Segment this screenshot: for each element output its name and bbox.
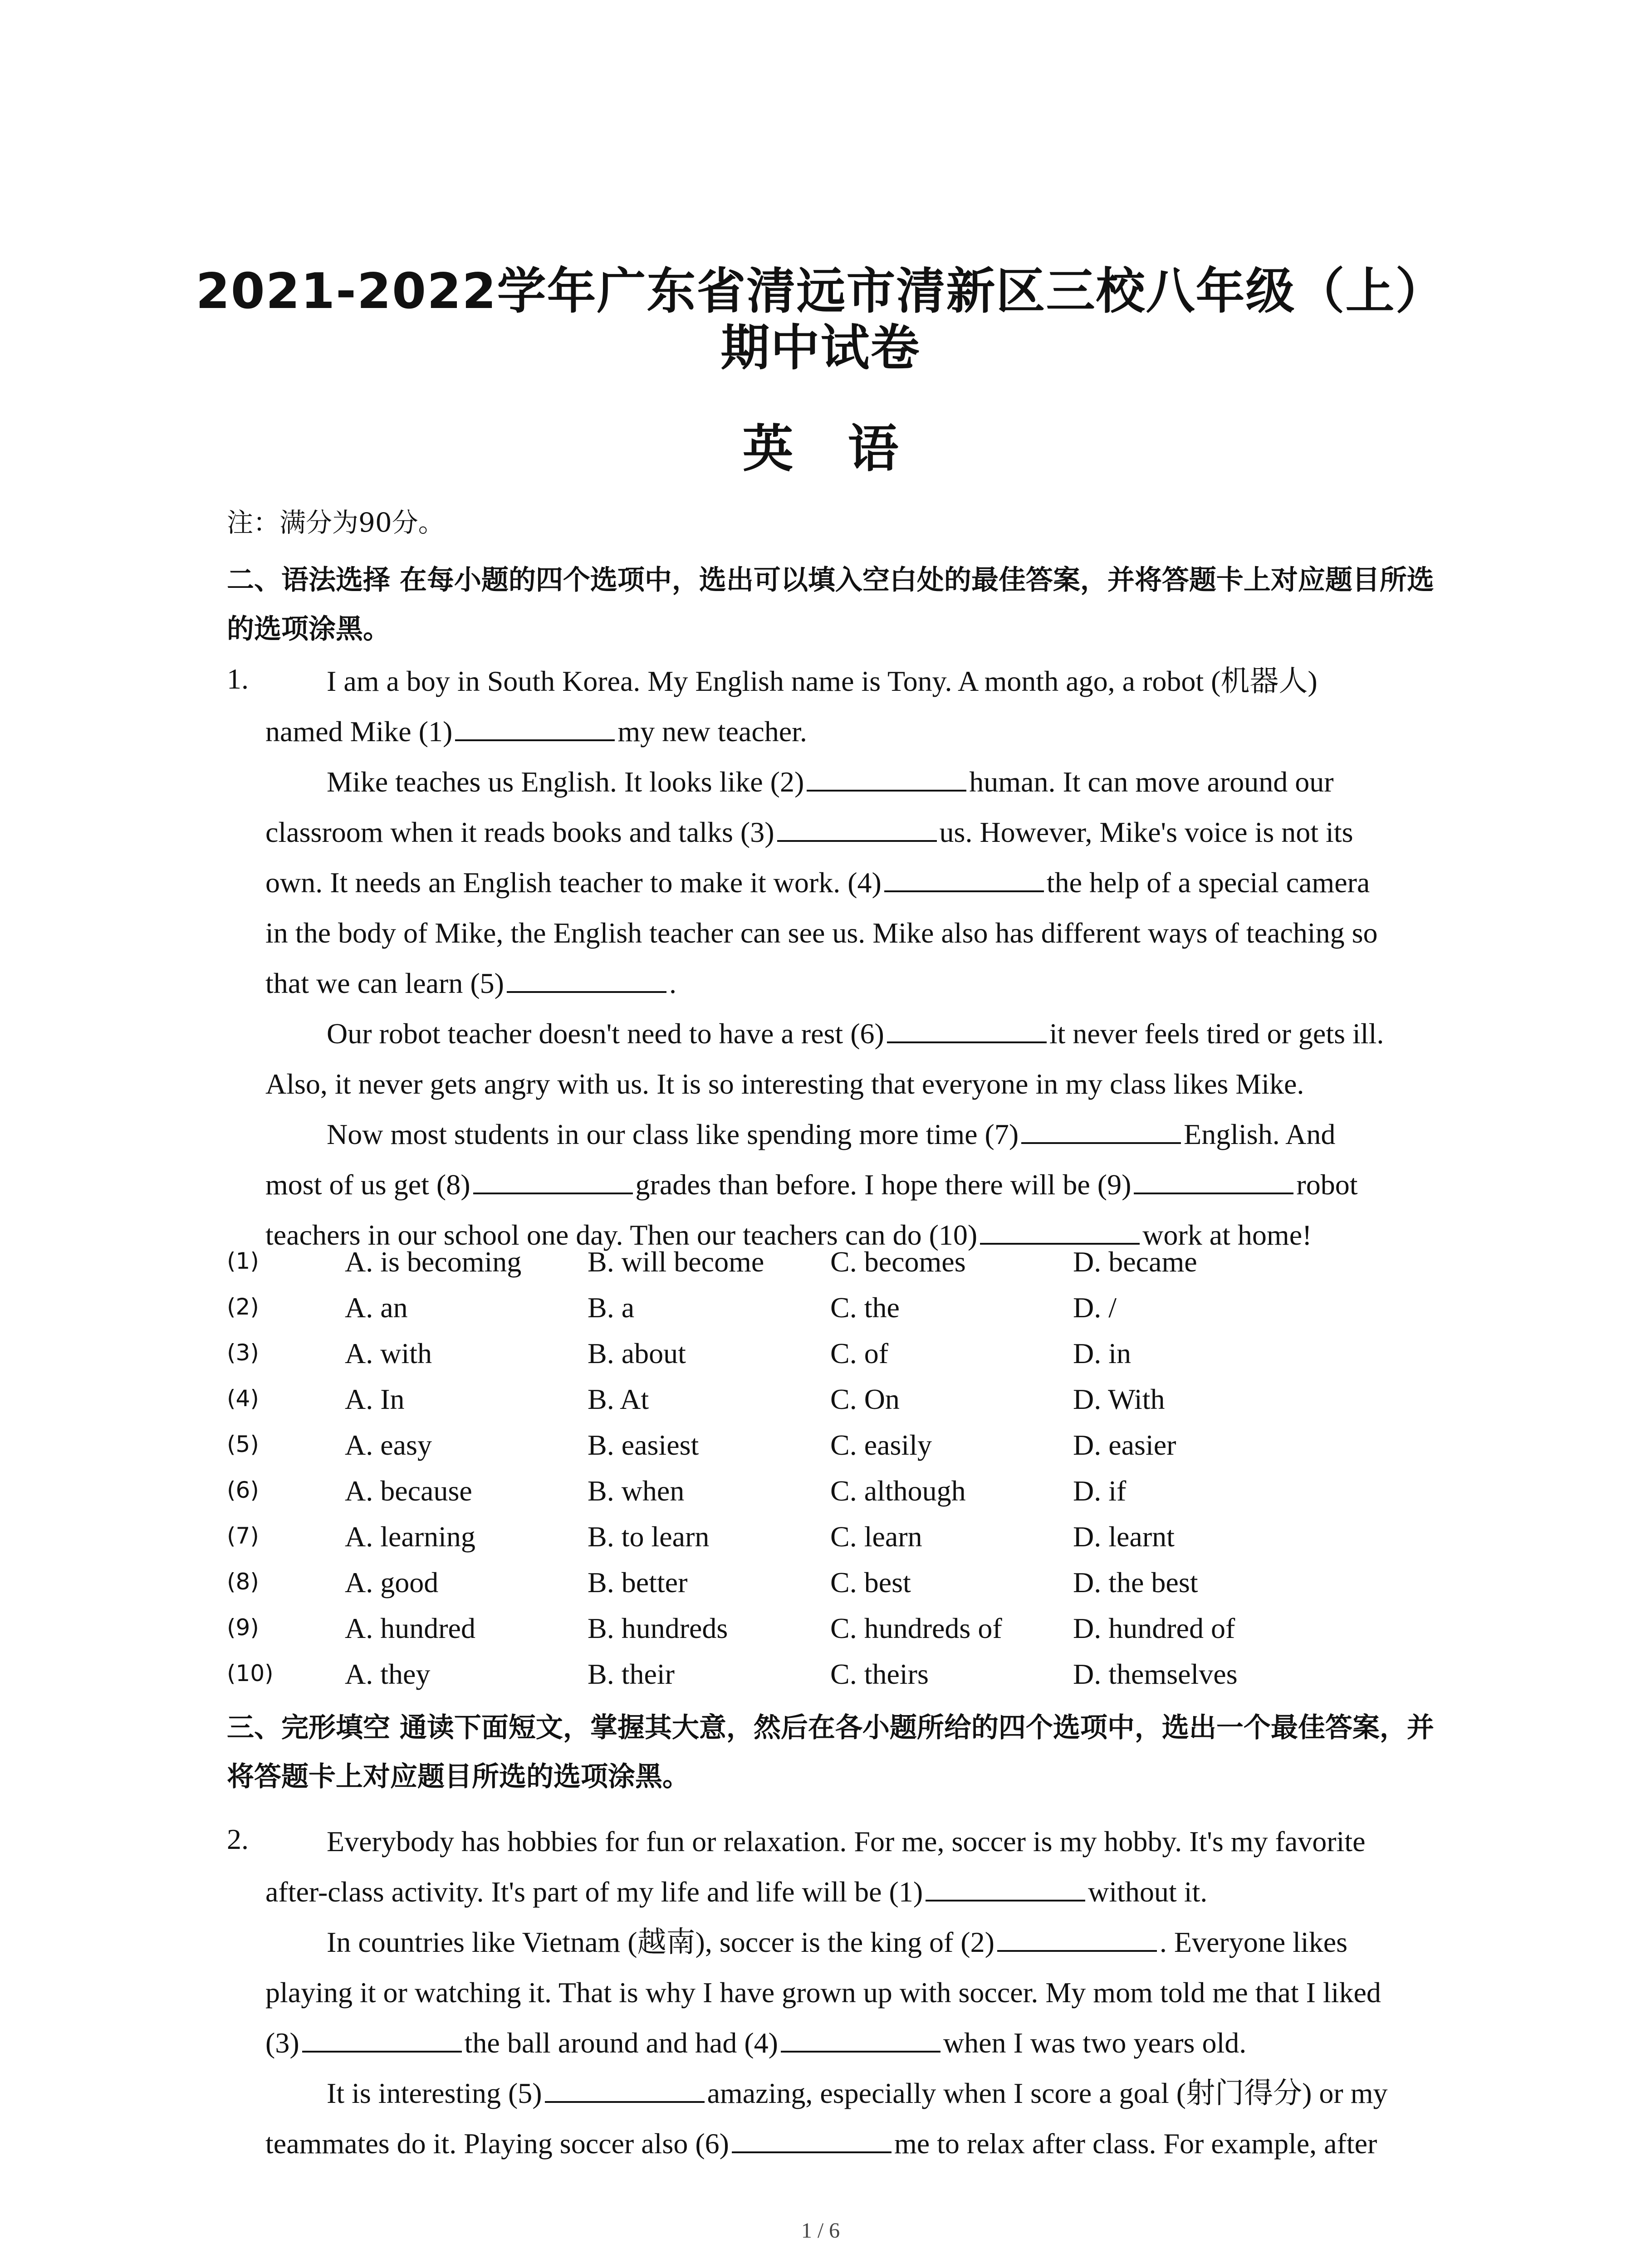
option-b[interactable]: B. At xyxy=(588,1383,649,1415)
passage-text: without it. xyxy=(1088,1876,1208,1908)
option-b[interactable]: B. about xyxy=(588,1337,686,1369)
option-b[interactable]: B. will become xyxy=(588,1246,764,1278)
exam-title-line1: 2021-2022学年广东省清远市清新区三校八年级（上） xyxy=(196,263,1445,320)
option-number: (3) xyxy=(227,1339,259,1366)
passage-line xyxy=(265,1867,1454,1917)
answer-blank-9[interactable] xyxy=(1134,1167,1293,1194)
passage-line xyxy=(265,1059,1454,1109)
option-d[interactable]: D. the best xyxy=(1073,1566,1198,1598)
passage-text: human. It can move around our xyxy=(969,766,1334,798)
option-c[interactable]: C. On xyxy=(830,1383,900,1415)
passage-text: In countries like Vietnam (越南), soccer is the king of (2) xyxy=(327,1926,994,1958)
option-c[interactable]: C. the xyxy=(830,1291,900,1324)
option-b[interactable]: B. their xyxy=(588,1658,675,1690)
passage-line xyxy=(265,1159,1454,1210)
option-c[interactable]: C. although xyxy=(830,1475,966,1507)
option-c[interactable]: C. learn xyxy=(830,1520,922,1553)
subject-title: 英语 xyxy=(742,419,953,479)
passage-text: It is interesting (5) xyxy=(327,2077,542,2109)
passage-line xyxy=(265,908,1454,958)
option-a[interactable]: A. is becoming xyxy=(345,1246,522,1278)
option-d[interactable]: D. easier xyxy=(1073,1429,1176,1461)
answer-blank-7[interactable] xyxy=(1021,1117,1181,1144)
option-d[interactable]: D. / xyxy=(1073,1291,1117,1324)
passage-text: me to relax after class. For example, after xyxy=(894,2127,1377,2160)
passage-text: English. And xyxy=(1184,1118,1336,1150)
question2-passage xyxy=(265,1816,1454,2169)
option-a[interactable]: A. because xyxy=(345,1475,472,1507)
passage-text: I am a boy in South Korea. My English name is Tony. A month ago, a robot (机器人) xyxy=(327,665,1318,697)
option-b[interactable]: B. easiest xyxy=(588,1429,699,1461)
passage-text: it never feels tired or gets ill. xyxy=(1049,1017,1384,1050)
answer-blank-8[interactable] xyxy=(473,1167,633,1194)
passage-text: Mike teaches us English. It looks like (2) xyxy=(327,766,804,798)
option-c[interactable]: C. best xyxy=(830,1566,911,1598)
answer-blank-2[interactable] xyxy=(997,1925,1157,1952)
answer-blank-6[interactable] xyxy=(732,2126,892,2153)
passage-line xyxy=(265,1967,1454,2018)
option-d[interactable]: D. became xyxy=(1073,1246,1197,1278)
option-d[interactable]: D. hundred of xyxy=(1073,1612,1235,1644)
answer-blank-4[interactable] xyxy=(781,2025,941,2053)
answer-blank-10[interactable] xyxy=(980,1217,1140,1245)
question2-number: 2. xyxy=(227,1823,249,1855)
option-number: (2) xyxy=(227,1294,259,1320)
option-number: (5) xyxy=(227,1431,259,1457)
option-b[interactable]: B. when xyxy=(588,1475,685,1507)
option-c[interactable]: C. of xyxy=(830,1337,888,1369)
passage-text: Also, it never gets angry with us. It is so interesting that everyone in my class likes Mike. xyxy=(265,1068,1304,1100)
option-a[interactable]: A. In xyxy=(345,1383,405,1415)
passage-text: (3) xyxy=(265,2027,299,2059)
passage-text: in the body of Mike, the English teacher can see us. Mike also has different ways of teaching so xyxy=(265,917,1378,949)
passage-line xyxy=(265,1816,1454,1867)
option-a[interactable]: A. hundred xyxy=(345,1612,475,1644)
option-number: (4) xyxy=(227,1385,259,1412)
passage-text: . Everyone likes xyxy=(1159,1926,1347,1958)
passage-text: work at home! xyxy=(1142,1219,1312,1251)
passage-text: that we can learn (5) xyxy=(265,967,504,999)
passage-text: most of us get (8) xyxy=(265,1168,470,1201)
passage-text: grades than before. I hope there will be (9) xyxy=(635,1168,1132,1201)
passage-text: . xyxy=(669,967,676,999)
option-b[interactable]: B. to learn xyxy=(588,1520,710,1553)
passage-line xyxy=(265,2118,1454,2169)
option-d[interactable]: D. learnt xyxy=(1073,1520,1175,1553)
option-number: (6) xyxy=(227,1477,259,1503)
option-a[interactable]: A. easy xyxy=(345,1429,432,1461)
passage-text: us. However, Mike's voice is not its xyxy=(939,816,1353,848)
option-a[interactable]: A. learning xyxy=(345,1520,475,1553)
option-b[interactable]: B. hundreds xyxy=(588,1612,728,1644)
answer-blank-5[interactable] xyxy=(507,966,666,993)
passage-text: classroom when it reads books and talks (3) xyxy=(265,816,774,848)
option-d[interactable]: D. With xyxy=(1073,1383,1165,1415)
passage-text: when I was two years old. xyxy=(943,2027,1247,2059)
option-number: (10) xyxy=(227,1660,274,1686)
passage-line xyxy=(265,2018,1454,2068)
passage-text: after-class activity. It's part of my life and life will be (1) xyxy=(265,1876,923,1908)
option-d[interactable]: D. in xyxy=(1073,1337,1131,1369)
passage-text: playing it or watching it. That is why I have grown up with soccer. My mom told me that I liked xyxy=(265,1976,1381,2009)
passage-text: Everybody has hobbies for fun or relaxation. For me, soccer is my hobby. It's my favorite xyxy=(327,1825,1366,1857)
passage-line xyxy=(265,656,1454,706)
passage-line xyxy=(265,857,1454,908)
question1-passage xyxy=(265,656,1454,1260)
passage-text: teammates do it. Playing soccer also (6) xyxy=(265,2127,729,2160)
page-number: 1 / 6 xyxy=(801,2219,840,2243)
passage-text: robot xyxy=(1296,1168,1358,1201)
answer-blank-1[interactable] xyxy=(926,1874,1085,1901)
option-number: (9) xyxy=(227,1614,259,1641)
option-b[interactable]: B. better xyxy=(588,1566,688,1598)
section2-heading: 二、语法选择 在每小题的四个选项中，选出可以填入空白处的最佳答案，并将答题卡上对应题目所选的选项涂黑。 xyxy=(227,564,1434,645)
answer-blank-3[interactable] xyxy=(302,2025,462,2053)
option-c[interactable]: C. theirs xyxy=(830,1658,929,1690)
exam-title-line2: 期中试卷 xyxy=(720,320,921,376)
passage-text: named Mike (1) xyxy=(265,715,453,748)
option-a[interactable]: A. they xyxy=(345,1658,431,1690)
option-b[interactable]: B. a xyxy=(588,1291,635,1324)
score-note: 注：满分为90分。 xyxy=(227,507,445,538)
passage-line xyxy=(265,757,1454,807)
section3-heading: 三、完形填空 通读下面短文，掌握其大意，然后在各小题所给的四个选项中，选出一个最佳答案，并将答题卡上对应题目所选的选项涂黑。 xyxy=(227,1712,1434,1793)
passage-line xyxy=(265,807,1454,857)
passage-line xyxy=(265,958,1454,1008)
answer-blank-2[interactable] xyxy=(807,764,966,792)
option-number: (1) xyxy=(227,1248,259,1274)
answer-blank-5[interactable] xyxy=(545,2076,705,2103)
question1-number: 1. xyxy=(227,663,249,695)
option-a[interactable]: A. good xyxy=(345,1566,439,1598)
option-c[interactable]: C. becomes xyxy=(830,1246,966,1278)
passage-line xyxy=(265,706,1454,757)
passage-line xyxy=(265,2068,1454,2118)
passage-text: amazing, especially when I score a goal (射门得分) or my xyxy=(707,2077,1388,2109)
option-a[interactable]: A. with xyxy=(345,1337,432,1369)
option-d[interactable]: D. themselves xyxy=(1073,1658,1238,1690)
passage-line xyxy=(265,1917,1454,1967)
passage-text: Now most students in our class like spending more time (7) xyxy=(327,1118,1019,1150)
option-d[interactable]: D. if xyxy=(1073,1475,1127,1507)
passage-line xyxy=(265,1109,1454,1159)
option-c[interactable]: C. easily xyxy=(830,1429,932,1461)
passage-text: my new teacher. xyxy=(617,715,807,748)
answer-blank-6[interactable] xyxy=(887,1016,1047,1043)
answer-blank-1[interactable] xyxy=(455,714,615,741)
passage-text: the ball around and had (4) xyxy=(464,2027,778,2059)
passage-text: the help of a special camera xyxy=(1046,866,1370,899)
option-c[interactable]: C. hundreds of xyxy=(830,1612,1002,1644)
passage-text: own. It needs an English teacher to make it work. (4) xyxy=(265,866,882,899)
passage-text: Our robot teacher doesn't need to have a rest (6) xyxy=(327,1017,884,1050)
passage-line xyxy=(265,1008,1454,1059)
option-number: (8) xyxy=(227,1569,259,1595)
option-a[interactable]: A. an xyxy=(345,1291,408,1324)
answer-blank-3[interactable] xyxy=(777,815,937,842)
answer-blank-4[interactable] xyxy=(884,865,1044,892)
option-number: (7) xyxy=(227,1523,259,1549)
passage-text: teachers in our school one day. Then our teachers can do (10) xyxy=(265,1219,978,1251)
